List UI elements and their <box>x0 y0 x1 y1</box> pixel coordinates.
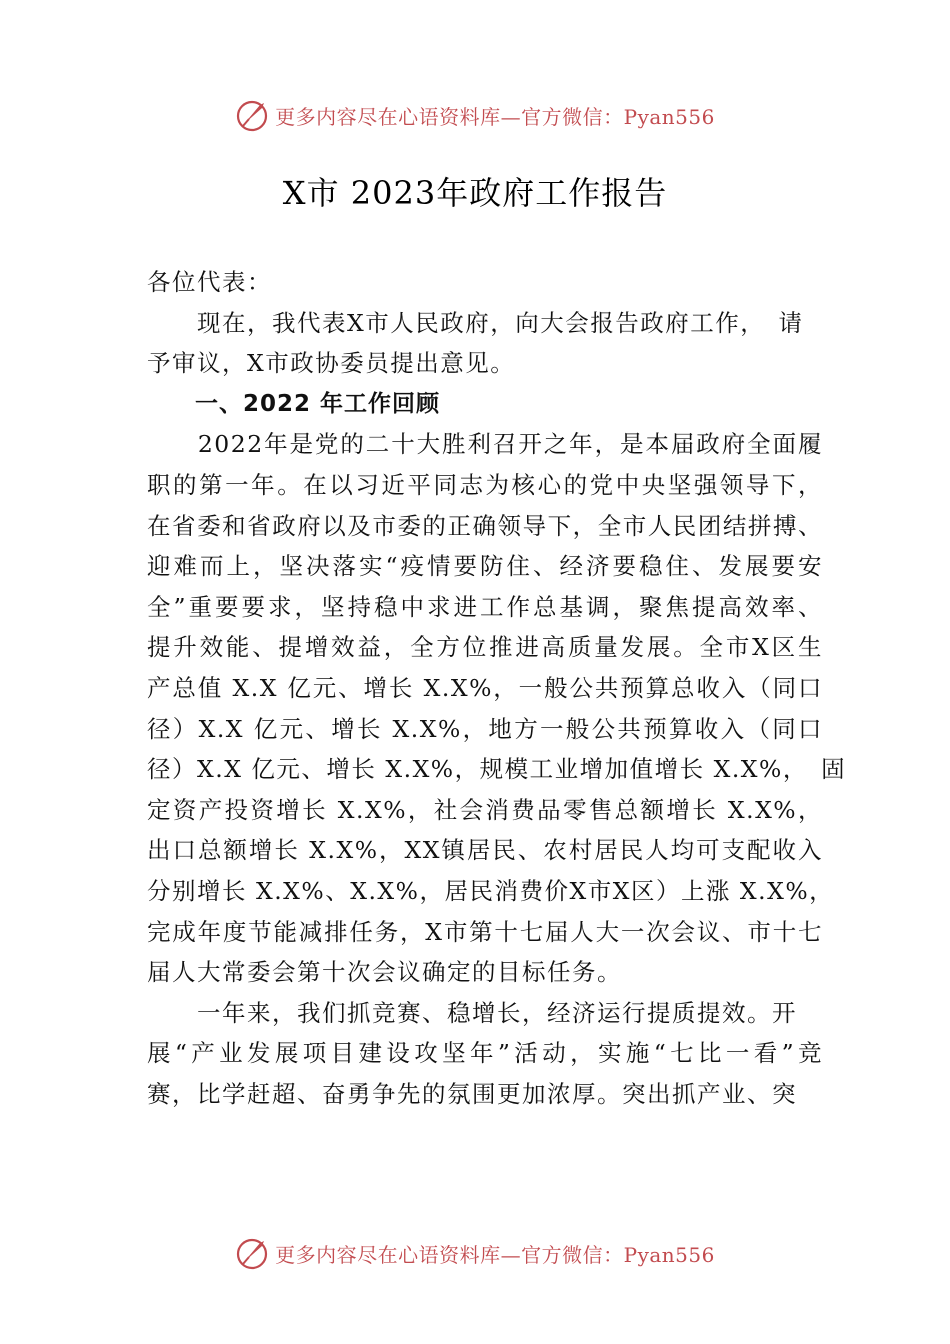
text-line: 展“产业发展项目建设攻坚年”活动，实施“七比一看”竞 <box>147 1039 823 1068</box>
banner-wechat-id: Pyan556 <box>623 104 715 129</box>
text-line: 职的第一年。在以习近平同志为核心的党中央坚强领导下， <box>147 470 823 499</box>
text-line: 完成年度节能减排任务，X市第十七届人大一次会议、市十七 <box>147 917 823 946</box>
text-line: 在省委和省政府以及市委的正确领导下，全市人民团结拼搏、 <box>147 511 823 540</box>
quill-logo-icon <box>235 1235 271 1271</box>
text-line: 提升效能、提增效益，全方位推进高质量发展。全市X区生 <box>147 633 823 662</box>
text-line: 分别增长 X.X%、X.X%，居民消费价X市X区）上涨 X.X%， <box>147 876 835 905</box>
text-line: 径）X.X 亿元、增长 X.X%，地方一般公共预算收入（同口 <box>147 714 823 743</box>
document-body <box>147 262 847 1114</box>
header-banner <box>0 95 950 135</box>
quill-logo-icon <box>235 97 271 133</box>
text-line: 一年来，我们抓竞赛、稳增长，经济运行提质提效。开 <box>147 998 797 1027</box>
footer-banner <box>0 1233 950 1273</box>
text-line: 迎难而上，坚决落实“疫情要防住、经济要稳住、发展要安 <box>147 552 823 581</box>
banner-text: 更多内容尽在心语资料库—官方微信：Pyan556 <box>275 104 715 129</box>
text-line: 定资产投资增长 X.X%，社会消费品零售总额增长 X.X%， <box>147 795 823 824</box>
text-line: 全”重要要求，坚持稳中求进工作总基调，聚焦提高效率、 <box>147 592 823 621</box>
text-line: 予审议，X市政协委员提出意见。 <box>147 349 516 378</box>
text-line: 赛，比学赶超、奋勇争先的氛围更加浓厚。突出抓产业、突 <box>147 1079 797 1108</box>
text-line: 出口总额增长 X.X%，XX镇居民、农村居民人均可支配收入 <box>147 836 823 865</box>
text-line: 径）X.X 亿元、增长 X.X%，规模工业增加值增长 X.X%， 固 <box>147 755 847 784</box>
text-line: 2022年是党的二十大胜利召开之年，是本届政府全面履 <box>147 430 823 459</box>
banner-wechat-id: Pyan556 <box>623 1242 715 1267</box>
document-title: X市 2023年政府工作报告 <box>282 174 668 212</box>
text-line: 各位代表： <box>147 268 272 296</box>
text-line: 届人大常委会第十次会议确定的目标任务。 <box>147 958 622 987</box>
text-line: 现在，我代表X市人民政府，向大会报告政府工作， 请 <box>147 308 804 337</box>
section-heading: 一、2022 年工作回顾 <box>147 390 441 417</box>
banner-text: 更多内容尽在心语资料库—官方微信：Pyan556 <box>275 1242 715 1267</box>
text-line: 产总值 X.X 亿元、增长 X.X%，一般公共预算总收入（同口 <box>147 673 823 702</box>
